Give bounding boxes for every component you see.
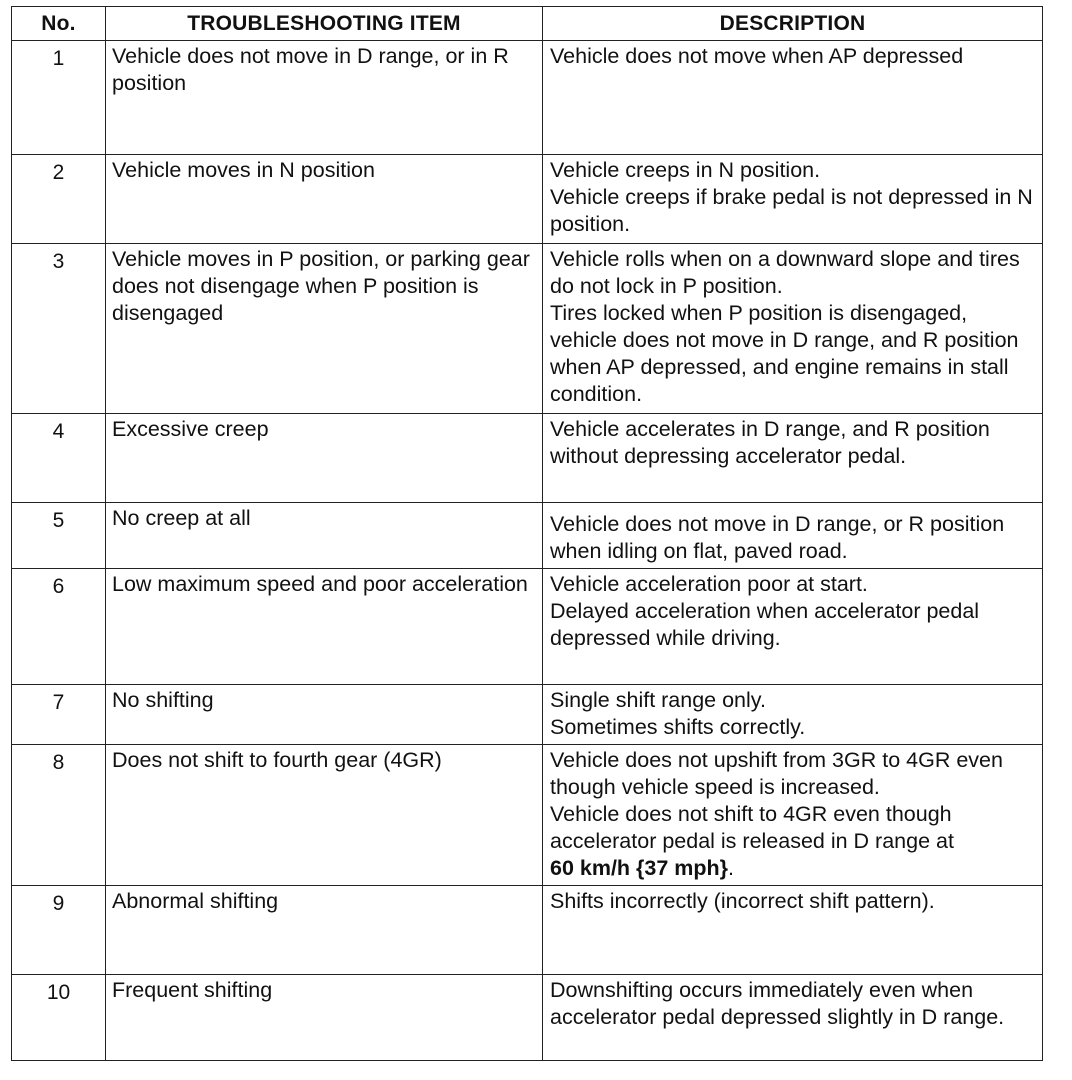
row-number-cell xyxy=(12,155,106,244)
table-row xyxy=(12,41,1043,155)
item-cell xyxy=(106,414,543,503)
header-row xyxy=(12,7,1043,41)
description-cell xyxy=(543,503,1043,569)
item-cell xyxy=(106,155,543,244)
row-number-cell xyxy=(12,975,106,1061)
troubleshooting-item-text: Vehicle does not move in D range, or in R position xyxy=(112,44,509,95)
troubleshooting-item-text: Vehicle moves in P position, or parking gear does not disengage when P position is disengaged xyxy=(112,247,530,325)
troubleshooting-item-text: Does not shift to fourth gear (4GR) xyxy=(112,748,442,772)
description-line: Delayed acceleration when accelerator pedal depressed while driving. xyxy=(550,599,980,650)
row-number-cell xyxy=(12,685,106,745)
table-row xyxy=(12,569,1043,685)
description-cell xyxy=(543,685,1043,745)
table-row xyxy=(12,886,1043,975)
description-cell xyxy=(543,975,1043,1061)
row-number: 3 xyxy=(52,250,65,273)
description-cell xyxy=(543,745,1043,886)
table-row xyxy=(12,745,1043,886)
description-line: Vehicle creeps if brake pedal is not depressed in N position. xyxy=(550,185,1033,236)
header-troubleshooting-item: TROUBLESHOOTING ITEM xyxy=(106,7,543,41)
description-line: Shifts incorrectly (incorrect shift pattern). xyxy=(550,889,935,913)
description-cell xyxy=(543,41,1043,155)
troubleshooting-item-text: Vehicle moves in N position xyxy=(112,158,375,182)
item-cell xyxy=(106,975,543,1061)
troubleshooting-item-text: Abnormal shifting xyxy=(112,889,279,913)
row-number-cell xyxy=(12,414,106,503)
table-row xyxy=(12,155,1043,244)
description-line-end: . xyxy=(728,856,735,880)
description-line: Vehicle does not move in D range, or R position when idling on flat, paved road. xyxy=(550,512,1005,563)
description-line: Vehicle accelerates in D range, and R position without depressing accelerator pedal. xyxy=(550,417,990,468)
row-number-cell xyxy=(12,886,106,975)
row-number: 1 xyxy=(52,47,65,70)
description-cell xyxy=(543,414,1043,503)
description-line: Vehicle rolls when on a downward slope and tires do not lock in P position. xyxy=(550,247,1020,298)
row-number: 8 xyxy=(52,751,65,774)
description-line: Vehicle does not upshift from 3GR to 4GR even though vehicle speed is increased. xyxy=(550,748,1003,799)
row-number-cell xyxy=(12,569,106,685)
description-line: Vehicle does not move when AP depressed xyxy=(550,44,964,68)
table-row xyxy=(12,244,1043,414)
description-line xyxy=(550,801,1036,882)
row-number-cell xyxy=(12,41,106,155)
table-row xyxy=(12,975,1043,1061)
row-number-cell xyxy=(12,745,106,886)
item-cell xyxy=(106,685,543,745)
troubleshooting-item-text: Frequent shifting xyxy=(112,978,273,1002)
row-number-cell xyxy=(12,503,106,569)
description-line: Single shift range only. xyxy=(550,688,766,712)
description-cell xyxy=(543,244,1043,414)
table-row xyxy=(12,414,1043,503)
header-description: DESCRIPTION xyxy=(543,7,1043,41)
troubleshooting-item-text: No shifting xyxy=(112,688,214,712)
description-cell xyxy=(543,886,1043,975)
troubleshooting-item-text: No creep at all xyxy=(112,506,251,530)
header-no: No. xyxy=(12,7,106,41)
description-line-text: Vehicle does not shift to 4GR even though accelerator pedal is released in D range at xyxy=(550,802,954,853)
row-number: 5 xyxy=(52,509,65,532)
troubleshooting-item-text: Low maximum speed and poor acceleration xyxy=(112,572,528,596)
item-cell xyxy=(106,41,543,155)
row-number: 4 xyxy=(52,420,65,443)
table-row xyxy=(12,685,1043,745)
row-number: 10 xyxy=(46,981,71,1004)
description-cell xyxy=(543,155,1043,244)
troubleshooting-table xyxy=(11,6,1043,1061)
description-line: Tires locked when P position is disengaged, vehicle does not move in D range, and R position when AP depressed, and engine remains in stall condition. xyxy=(550,301,1019,406)
row-number: 2 xyxy=(52,161,65,184)
description-cell xyxy=(543,569,1043,685)
item-cell xyxy=(106,745,543,886)
description-line: Sometimes shifts correctly. xyxy=(550,715,806,739)
row-number: 6 xyxy=(52,575,65,598)
row-number: 9 xyxy=(52,892,65,915)
item-cell xyxy=(106,886,543,975)
troubleshooting-item-text: Excessive creep xyxy=(112,417,269,441)
item-cell xyxy=(106,244,543,414)
item-cell xyxy=(106,503,543,569)
description-line: Vehicle acceleration poor at start. xyxy=(550,572,868,596)
row-number-cell xyxy=(12,244,106,414)
description-line: Downshifting occurs immediately even when accelerator pedal depressed slightly in D range. xyxy=(550,978,1005,1029)
description-line: Vehicle creeps in N position. xyxy=(550,158,821,182)
speed-value: 60 km/h {37 mph} xyxy=(550,856,729,880)
row-number: 7 xyxy=(52,691,65,714)
table-row xyxy=(12,503,1043,569)
item-cell xyxy=(106,569,543,685)
